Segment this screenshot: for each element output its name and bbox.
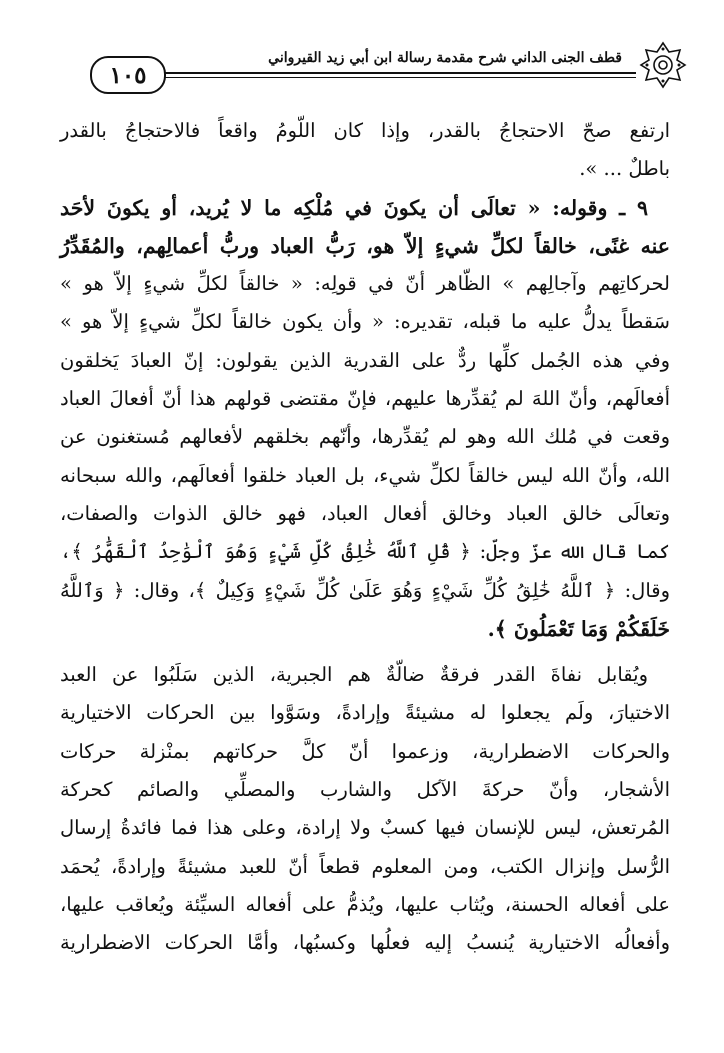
body-line: سَقطاً يدلُّ عليه ما قبله، تقديره: « وأن يكون خالقاً لكلِّ شيءٍ إلاّ هو » [60, 310, 670, 334]
body-line: لحركاتِهم وآجالِهم » الظّاهر أنّ في قولِه: « خالقاً لكلِّ شيءٍ إلاّ هو » [60, 272, 670, 296]
body-line: ويُقابل نفاةَ القدر فرقةٌ ضالّةٌ هم الجبرية، الذين سَلَبُوا عن العبد [60, 663, 648, 687]
body-line: الله، وأنّ الله ليس خالقاً لكلِّ شيء، بل العباد خلقوا أفعالَهم، والله سبحانه [60, 463, 670, 487]
body-line: والحركات الاضطرارية، وزعموا أنّ كلَّ حركاتهم بمنْزلة حركات [60, 739, 670, 763]
body-line: وفي هذه الجُمل كلِّها ردٌّ على القدرية الذين يقولون: إنّ العبادَ يَخلقون [60, 348, 670, 372]
page-header [86, 40, 684, 90]
body-line: أفعالَهم، وأنّ اللهَ لم يُقدِّرها عليهم، فإنّ مقتضى قولهم هذا أنّ أفعالَ العباد [60, 387, 670, 411]
paragraph-gap [60, 648, 670, 656]
star-ornament-icon [638, 40, 688, 90]
body-line: الاختيارَ، ولَم يجعلوا له مشيئةً وإرادةً، وسَوَّوا بين الحركات الاختيارية [60, 701, 670, 725]
verse-line: خَلَقَكُمْ وَمَا تَعْمَلُونَ ﴾. [487, 616, 670, 641]
body-line: وأفعالُه الاختيارية يُنسبُ إليه فعلُها وكسبُها، وأمَّا الحركات الاضطرارية [60, 931, 670, 955]
body-line: الرُّسل وإنزال الكتب، ومن المعلوم قطعاً أنّ للعبد مشيئةً وإرادةً، يُحمَد [60, 854, 670, 878]
quoted-text-line: ٩ ـ وقوله: « تعالَى أن يكونَ في مُلْكِه ما لا يُريد، أو يكونَ لأحَد [60, 195, 648, 220]
body-line: وقعت في مُلك الله وهو لم يُقدِّرها، وأنّهم بخلقهم لأفعالهم مُستغنون عن [60, 425, 670, 449]
body-line: على أفعاله الحسنة، ويُثاب عليها، ويُذمُّ على أفعاله السيِّئة ويُعاقب عليها، [60, 892, 670, 916]
body-line: كما قال الله عزّ وجلّ: ﴿ قُلِ ٱللَّهُ خَٰلِقُ كُلِّ شَيْءٍ وَهُوَ ٱلْوَٰحِدُ ٱلْقَهَّٰرُ ﴾، [60, 540, 670, 564]
header-rule-bottom [162, 77, 636, 78]
page-number: ١٠٥ [90, 56, 166, 94]
body-line: المُرتعش، ليس للإنسان فيها كسبٌ ولا إرادة، وعلى هذا فما فائدةُ إرسال [60, 816, 670, 840]
running-header-title: قطف الجنى الداني شرح مقدمة رسالة ابن أبي زيد القيرواني [268, 50, 622, 66]
quoted-text-line: عنه غنًى، خالقاً لكلِّ شيءٍ إلاّ هو، رَبُّ العباد وربُّ أعمالِهم، والمُقَدِّرُ [60, 233, 670, 258]
page-body [60, 112, 670, 963]
body-line: باطلٌ ... ». [579, 157, 670, 181]
header-rule-top [162, 72, 636, 74]
body-line: ارتفع صحّ الاحتجاجُ بالقدر، وإذا كان اللّومُ واقعاً فالاحتجاجُ بالقدر [60, 119, 670, 142]
body-line: الأشجار، وأنّ حركةَ الآكل والشارب والمصلِّي والصائم كحركة [60, 778, 670, 802]
body-line: وقال: ﴿ ٱللَّهُ خَٰلِقُ كُلِّ شَيْءٍ وَهُوَ عَلَىٰ كُلِّ شَيْءٍ وَكِيلٌ ﴾، وقال: ﴿ وَٱللَّهُ [60, 578, 670, 602]
body-line: وتعالَى خالق العباد وخالق أفعال العباد، فهو خالق الذوات والصفات، [60, 501, 670, 525]
